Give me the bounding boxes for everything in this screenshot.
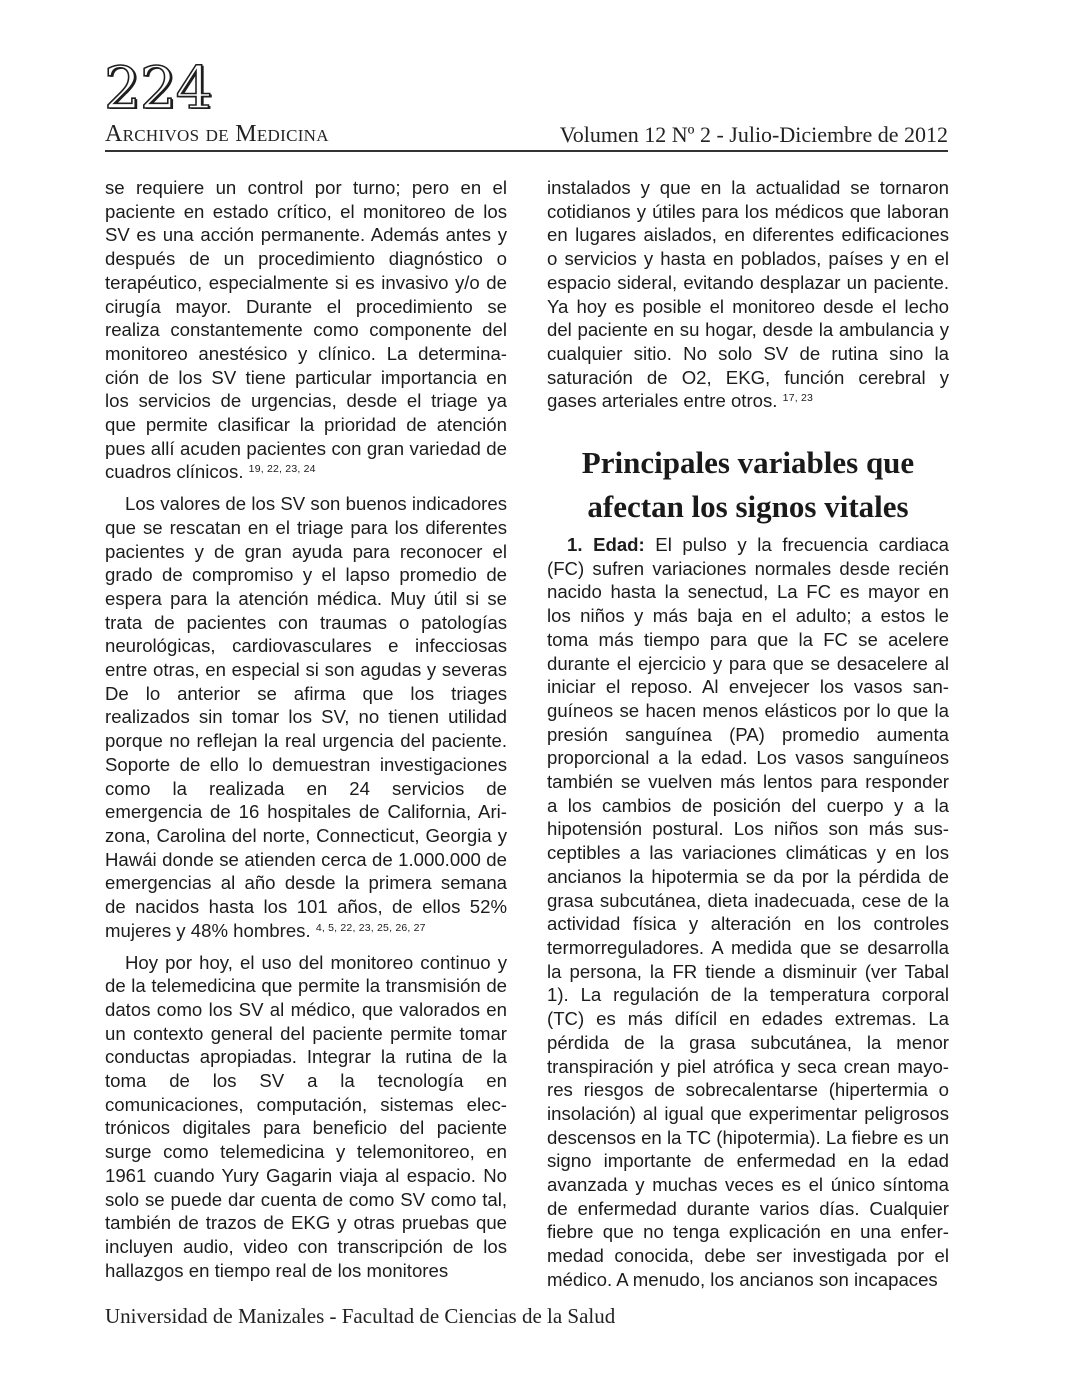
- paragraph-text: instalados y que en la actualidad se tornaron cotidianos y útiles para los médicos que laboran en lugares aislados, en diferentes edificaciones o servicios y hasta en poblados, países y en el espacio sideral, evitando desplazar un paciente. Ya hoy es posible el monitoreo desde el lecho del paciente en su hogar, desde la ambulancia y cualquier sitio. No solo SV de rutina sino la saturación de O2, EKG, función cerebral y gases arteriales entre otros.: [547, 177, 949, 412]
- reference-citation: 17, 23: [782, 392, 814, 405]
- page-footer: Universidad de Manizales - Facultad de Ciencias de la Salud: [105, 1304, 616, 1328]
- paragraph-text: se requiere un control por turno; pero en el paciente en estado crítico, el monitoreo de los SV es una acción permanente. Además antes y después de un procedimiento diagnóstico o terapéutico, especialmente si es invasivo y/o de cirugía mayor. Durante el procedimiento se realiza constantemente como componente del monitoreo anestésico y clínico. La determinación de los SV tiene particular importancia en los servicios de urgencias, desde el triage ya que permite clasificar la prioridad de atención pues allí acuden pacientes con gran variedad de cuadros clínicos.: [105, 177, 507, 483]
- section-heading-line-1: Principales variables que: [581, 445, 915, 481]
- paragraph-text: Los valores de los SV son buenos indicadores que se rescatan en el triage para los diferentes pacientes y de gran ayuda para reconocer el grado de compromiso y el lapso promedio de espera para la atención médica. Muy útil si se trata de pacientes con traumas o patologías neurológicas, cardiovasculares e infecciosas entre otras, en especial si son agudas y severas De lo anterior se afirma que los triages realizados sin tomar los SV, no tienen utilidad porque no reflejan la real urgencia del paciente. Soporte de ello lo demuestran investigaciones como la realizada en 24 servicios de emergencia de 16 hospitales de California, Arizona, Carolina del norte, Connecticut, Georgia y Hawái donde se atienden cerca de 1.000.000 de emergencias al año desde la primera semana de nacidos hasta los 101 años, de ellos 52% mujeres y 48% hombres.: [105, 493, 507, 941]
- journal-name: Archivos de Medicina: [105, 121, 329, 147]
- paragraph-text: El pulso y la frecuencia cardiaca (FC) sufren variaciones normales desde recién nacido hasta la senectud, La FC es mayor en los niños y más baja en el adulto; a estos le toma más tiempo para que la FC se acelere durante el ejercicio y para que se desacelere al iniciar el reposo. Al envejecer los vasos sanguíneos se hacen menos elásticos por lo que la presión sanguínea (PA) promedio aumenta proporcional a la edad. Los vasos sanguíneos también se vuelven más lentos para responder a los cambios de posición del cuerpo y a la hipotensión postural. Los niños son más susceptibles a las variaciones climáticas y en los ancianos la hipotermia se da por la pérdida de grasa subcutánea, dieta inadecuada, cese de la actividad física y alteración en los controles termorreguladores. A medida que se desarrolla la persona, la FR tiende a disminuir (ver Tabal 1). La regulación de la temperatura corporal (TC) es más difícil en edades extremas. La pérdida de la grasa subcutánea, la menor transpiración y piel atrófica y seca crean mayores riesgos de sobrecalentarse (hipertermia o insolación) al igual que experimentar peligrosos descensos en la TC (hipotermia). La fiebre es un signo importante de enfermedad en la edad avanzada y muchas veces es el único síntoma de enfermedad durante varios días. Cualquier fiebre que no tenga explicación en una enfermedad conocida, debe ser investigada por el médico. A menudo, los ancianos son incapaces: [547, 534, 949, 1290]
- left-column: [105, 176, 507, 1290]
- volume-info: Volumen 12 Nº 2 - Julio-Diciembre de 2012: [559, 122, 948, 147]
- paragraph: [105, 176, 507, 484]
- right-column: [547, 176, 949, 1300]
- paragraph: [105, 951, 507, 1283]
- section-heading-line-2: afectan los signos vitales: [587, 489, 909, 525]
- paragraph-lead-in: 1. Edad:: [567, 534, 645, 556]
- reference-citation: 19, 22, 23, 24: [248, 463, 316, 476]
- paragraph-text: Hoy por hoy, el uso del monitoreo continuo y de la telemedicina que permite la transmisión de datos como los SV al médico, que valorados en un contexto general del paciente permite tomar conductas apropiadas. Integrar la rutina de la toma de los SV a la tecnología en comunicaciones, computación, sistemas electrónicos digitales para beneficio del paciente surge como telemedicina y telemonitoreo, en 1961 cuando Yury Gagarin viaja al espacio. No solo se puede dar cuenta de como SV como tal, también de trazos de EKG y otras pruebas que incluyen audio, video con transcripción de los hallazgos en tiempo real de los monitores: [105, 951, 507, 1281]
- page-number: 224: [104, 54, 212, 122]
- section-heading: [547, 441, 949, 529]
- header-divider: [105, 150, 948, 152]
- paragraph: [547, 176, 949, 413]
- reference-citation: 4, 5, 22, 23, 25, 26, 27: [315, 921, 426, 934]
- paragraph: [547, 533, 949, 1292]
- paragraph: [105, 492, 507, 942]
